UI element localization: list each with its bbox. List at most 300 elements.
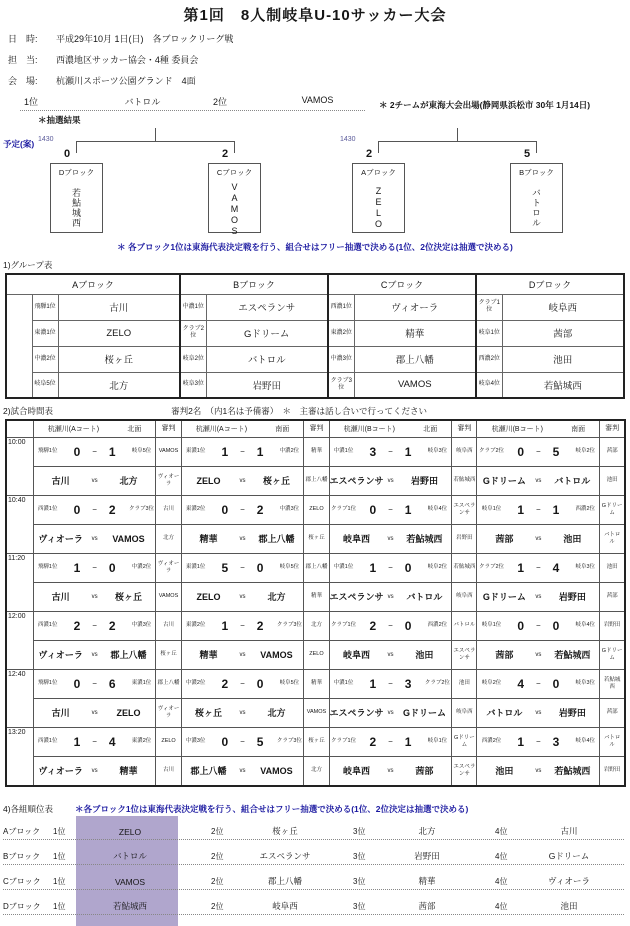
match-cell — [33, 524, 156, 553]
referee-cell: バトロル — [600, 727, 625, 756]
team-cell: 精華 — [354, 320, 476, 346]
team-name: 精華 — [119, 766, 138, 776]
seed-cell: 中濃3位 — [328, 346, 354, 372]
team-name: バトロル — [531, 188, 541, 228]
referee-cell: 精華 — [304, 669, 329, 698]
court-name: 杭瀬川(Bコート) — [491, 425, 543, 433]
team-name: 岩野田 — [558, 592, 586, 602]
score-value: 3 — [369, 444, 377, 459]
seed-label: 中濃2位 — [185, 680, 206, 687]
schedule-table — [5, 419, 626, 787]
referee-cell: 茜部 — [600, 582, 625, 611]
score-dash: − — [92, 447, 97, 456]
score-dash: − — [388, 679, 393, 688]
court-side: 南面 — [275, 425, 290, 433]
referee-cell: 古川 — [156, 756, 181, 786]
referee-cell: 古川 — [156, 495, 181, 524]
bracket-team-box — [510, 163, 563, 233]
block-label: Aブロック — [3, 826, 41, 836]
score-value: 0 — [73, 502, 81, 517]
match-cell — [329, 669, 452, 698]
team-name: ヴィオーラ — [38, 650, 83, 660]
court-header — [33, 420, 156, 437]
match-cell — [33, 669, 156, 698]
referee-cell: Gドリーム — [600, 495, 625, 524]
team-name: エスペランサ — [259, 850, 311, 861]
team-cell: 茜部 — [502, 320, 624, 346]
referee-header: 審判 — [156, 420, 181, 437]
first-place-team: バトロル — [124, 97, 161, 107]
seed-label: 西濃1位 — [37, 738, 58, 745]
bracket-team-box — [50, 163, 103, 233]
second-place-label: 2位 — [213, 97, 228, 107]
match-cell — [33, 553, 156, 582]
seed-label: クラブ3位 — [276, 738, 302, 745]
match-cell — [181, 640, 304, 669]
block-label: Aブロック — [361, 168, 396, 177]
match-cell — [329, 524, 452, 553]
info-value: 平成29年10月 1日(日) 各ブロックリーグ戦 — [56, 34, 234, 44]
bracket-pair-right — [340, 128, 564, 238]
referee-header: 審判 — [600, 420, 625, 437]
score-value: 2 — [369, 734, 377, 749]
info-row-venue — [8, 74, 630, 87]
team-name: 茜部 — [415, 766, 434, 776]
team-name: VAMOS — [260, 649, 293, 660]
time-cell: 10:40 — [6, 495, 33, 553]
score-value: 0 — [221, 502, 229, 517]
standings-row — [3, 890, 624, 915]
vs-label: vs — [91, 709, 98, 716]
team-name: ZELO — [116, 707, 141, 718]
match-cell — [181, 611, 304, 640]
referee-cell: 北方 — [156, 524, 181, 553]
schedule-heading-line — [3, 405, 630, 417]
seed-label: 東濃2位 — [131, 738, 152, 745]
bracket-connector-line — [76, 141, 235, 153]
score-value: 5 — [256, 734, 264, 749]
seed-label: 岐阜1位 — [427, 738, 448, 745]
seed-label: 岐阜3位 — [575, 680, 596, 687]
vs-label: vs — [535, 767, 542, 774]
bracket-stem-line — [457, 128, 458, 141]
match-cell — [181, 582, 304, 611]
team-name: 北方 — [119, 476, 138, 486]
match-cell — [477, 466, 600, 495]
rank-label: 1位 — [53, 901, 66, 911]
score-dash: − — [388, 505, 393, 514]
match-cell — [329, 437, 452, 466]
score-dash: − — [92, 737, 97, 746]
court-name: 杭瀬川(Aコート) — [47, 425, 100, 433]
seed-cell: 東濃2位 — [328, 320, 354, 346]
team-row — [6, 524, 625, 553]
referee-cell: 岩野田 — [452, 524, 477, 553]
info-label: 日 時: — [8, 34, 38, 44]
rank-label: 3位 — [353, 876, 366, 886]
vs-label: vs — [535, 709, 542, 716]
team-name: VAMOS — [112, 533, 145, 544]
standings-row — [3, 815, 624, 840]
score-value: 1 — [517, 734, 525, 749]
referee-cell: エスペランサ — [452, 495, 477, 524]
referee-cell: 池田 — [600, 553, 625, 582]
referee-cell: ZELO — [304, 640, 329, 669]
score-dash: − — [92, 505, 97, 514]
score-value: 2 — [256, 618, 264, 633]
seed-label: 岐阜1位 — [481, 506, 502, 513]
seed-label: 岐阜1位 — [481, 622, 502, 629]
seed-label: クラブ1位 — [331, 738, 357, 745]
bracket-team-box — [352, 163, 405, 233]
seed-label: 東濃2位 — [185, 506, 206, 513]
score-value: 5 — [221, 560, 229, 575]
group-row — [6, 372, 624, 398]
team-name: 岐阜西 — [272, 900, 298, 911]
vs-label: vs — [535, 535, 542, 542]
seed-label: クラブ2位 — [478, 448, 505, 455]
team-name: 北方 — [267, 708, 286, 718]
spacer-cell — [6, 294, 32, 398]
team-row — [6, 466, 625, 495]
score-row — [6, 437, 625, 466]
rank-label: 4位 — [495, 901, 508, 911]
vs-label: vs — [239, 709, 246, 716]
vs-label: vs — [239, 477, 246, 484]
block-header: Dブロック — [476, 274, 624, 294]
court-side: 北面 — [127, 425, 142, 433]
seed-label: 岐阜5位 — [279, 680, 300, 687]
referee-note: 審判2名 （内1名は予備審） ＊ 主審は話し合いで行ってください — [171, 406, 428, 416]
seed-cell: 東濃1位 — [32, 320, 58, 346]
team-name: ヴィオーラ — [548, 875, 590, 886]
vs-label: vs — [91, 593, 98, 600]
seed-label: 中濃1位 — [333, 448, 354, 455]
match-cell — [181, 669, 304, 698]
match-cell — [329, 611, 452, 640]
referee-cell: ZELO — [304, 495, 329, 524]
referee-cell: 岐阜西 — [452, 437, 477, 466]
team-name: ヴィオーラ — [38, 534, 83, 544]
team-name: 若鮎城西 — [112, 900, 147, 911]
court-name: 杭瀬川(Aコート) — [195, 425, 248, 433]
rank-label: 1位 — [53, 826, 66, 836]
match-cell — [181, 437, 304, 466]
referee-cell: 若鮎城西 — [452, 466, 477, 495]
referee-cell: バトロル — [600, 524, 625, 553]
score-value: 0 — [256, 560, 264, 575]
seed-label: 中濃2位 — [279, 448, 300, 455]
match-cell — [33, 611, 156, 640]
team-name: 池田 — [560, 900, 578, 911]
score-dash: − — [92, 679, 97, 688]
referee-cell: 茜部 — [600, 437, 625, 466]
court-header — [181, 420, 304, 437]
team-name: VAMOS — [114, 876, 146, 887]
seed-label: 岐阜3位 — [575, 564, 596, 571]
team-cell: 北方 — [58, 372, 180, 398]
second-place-team: VAMOS — [301, 95, 334, 105]
team-name: 郡上八幡 — [267, 875, 302, 886]
court-name: 杭瀬川(Bコート) — [343, 425, 395, 433]
referee-cell: 若鮎城西 — [452, 553, 477, 582]
team-name: ZELO — [196, 591, 221, 602]
match-cell — [33, 582, 156, 611]
team-name: バトロル — [113, 850, 147, 861]
score-value: 0 — [108, 560, 116, 575]
block-label: Dブロック — [58, 168, 95, 177]
score-value: 1 — [517, 502, 525, 517]
seed-label: 東濃1位 — [185, 448, 206, 455]
vs-label: vs — [91, 767, 98, 774]
vs-label: vs — [239, 767, 246, 774]
match-cell — [329, 495, 452, 524]
score-value: 1 — [369, 560, 377, 575]
team-name: 北方 — [267, 592, 286, 602]
rank-label: 3位 — [353, 901, 366, 911]
score-value: 0 — [73, 444, 81, 459]
seed-cell: クラブ3位 — [328, 372, 354, 398]
lottery-result-label: ＊抽選結果 — [38, 115, 81, 125]
time-cell: 11:20 — [6, 553, 33, 611]
team-name: VAMOS — [229, 182, 240, 237]
match-cell — [181, 756, 304, 786]
seed-label: 飛騨1位 — [37, 564, 58, 571]
referee-cell: ヴィオーラ — [156, 466, 181, 495]
score-value: 0 — [517, 444, 525, 459]
team-name: 郡上八幡 — [258, 534, 295, 544]
referee-cell: 岩野田 — [600, 611, 625, 640]
plan-label: 予定(案) — [3, 139, 35, 149]
score-value: 1 — [552, 502, 560, 517]
match-cell — [477, 756, 600, 786]
group-table — [5, 273, 625, 399]
seed-cell: 飛騨1位 — [32, 294, 58, 320]
court-header — [477, 420, 600, 437]
referee-cell: バトロル — [452, 611, 477, 640]
score-value: 0 — [552, 618, 560, 633]
score-value: 2 — [369, 618, 377, 633]
score-dash: − — [536, 679, 541, 688]
seed-cell: 岐阜1位 — [476, 320, 502, 346]
match-cell — [477, 582, 600, 611]
header-info — [8, 32, 630, 87]
rank-label: 4位 — [495, 851, 508, 861]
score-row — [6, 727, 625, 756]
vs-label: vs — [535, 651, 542, 658]
score-row — [6, 553, 625, 582]
group-section-heading: 1)グループ表 — [3, 260, 53, 270]
referee-cell: VAMOS — [156, 437, 181, 466]
score-dash: − — [536, 563, 541, 572]
match-cell — [477, 524, 600, 553]
team-name: 精華 — [199, 650, 218, 660]
seed-label: 岐阜2位 — [427, 564, 448, 571]
team-cell: ZELO — [58, 320, 180, 346]
team-name: 若鮎城西 — [406, 534, 443, 544]
team-name: バトロル — [406, 592, 443, 602]
score-dash: − — [240, 563, 245, 572]
team-name: 岩野田 — [558, 708, 586, 718]
team-cell: ヴィオーラ — [354, 294, 476, 320]
seed-label: 西濃1位 — [37, 506, 58, 513]
seed-cell: クラブ2位 — [180, 320, 206, 346]
referee-cell: Gドリーム — [452, 727, 477, 756]
team-cell: 池田 — [502, 346, 624, 372]
match-cell — [33, 495, 156, 524]
team-name: Gドリーム — [482, 476, 526, 486]
match-cell — [477, 669, 600, 698]
score-value: 2 — [256, 502, 264, 517]
seed-label: 中濃3位 — [185, 738, 206, 745]
vs-label: vs — [91, 535, 98, 542]
vs-label: vs — [239, 651, 246, 658]
seed-label: 西濃2位 — [481, 738, 502, 745]
rank-label: 2位 — [211, 876, 224, 886]
rank-label: 1位 — [53, 851, 66, 861]
score-dash: − — [92, 621, 97, 630]
vs-label: vs — [387, 593, 394, 600]
block-label: Dブロック — [3, 901, 41, 911]
team-name: 岩野田 — [414, 850, 440, 861]
match-cell — [329, 640, 452, 669]
team-cell: エスペランサ — [206, 294, 328, 320]
court-side: 北面 — [423, 425, 438, 433]
team-name: 茜部 — [495, 534, 514, 544]
team-name: バトロル — [486, 708, 523, 718]
seed-label: 中濃3位 — [279, 506, 300, 513]
match-cell — [477, 727, 600, 756]
score-value: 1 — [73, 734, 81, 749]
match-cell — [33, 437, 156, 466]
kickoff-time: 1430 — [38, 136, 54, 143]
team-name: エスペランサ — [329, 476, 384, 486]
vs-label: vs — [239, 535, 246, 542]
referee-cell: 北方 — [304, 756, 329, 786]
match-cell — [477, 698, 600, 727]
score-value: 1 — [221, 444, 229, 459]
seed-label: 岐阜5位 — [131, 448, 152, 455]
info-row-date — [8, 32, 630, 45]
seed-label: クラブ1位 — [331, 622, 357, 629]
team-name: 若鮎城西 — [71, 188, 81, 228]
score-value: 1 — [404, 444, 412, 459]
score-dash: − — [240, 679, 245, 688]
score-value: 2 — [108, 618, 116, 633]
referee-cell: 桜ヶ丘 — [156, 640, 181, 669]
match-cell — [33, 640, 156, 669]
team-name: ZELO — [373, 186, 384, 230]
seed-label: クラブ1位 — [331, 506, 357, 513]
team-name: 茜部 — [495, 650, 514, 660]
vs-label: vs — [535, 477, 542, 484]
referee-cell: 若鮎城西 — [600, 669, 625, 698]
team-name: 古川 — [51, 476, 70, 486]
team-name: Gドリーム — [402, 708, 446, 718]
team-name: 古川 — [560, 825, 578, 836]
score-value: 5 — [552, 444, 560, 459]
referee-cell: 北方 — [304, 611, 329, 640]
info-row-organizer — [8, 53, 630, 66]
seed-cell: 岐阜3位 — [180, 372, 206, 398]
court-header — [329, 420, 452, 437]
seed-cell: 岐阜5位 — [32, 372, 58, 398]
seed-label: 西濃2位 — [427, 622, 448, 629]
score-dash: − — [92, 563, 97, 572]
seed-cell: 西濃2位 — [476, 346, 502, 372]
match-cell — [181, 495, 304, 524]
rank-label: 2位 — [211, 851, 224, 861]
team-name: 古川 — [51, 592, 70, 602]
court-side: 南面 — [571, 425, 586, 433]
score-value: 4 — [108, 734, 116, 749]
time-cell: 12:40 — [6, 669, 33, 727]
score-dash: − — [536, 505, 541, 514]
team-name: ZELO — [118, 826, 142, 837]
rank-label: 1位 — [53, 876, 66, 886]
team-name: ヴィオーラ — [38, 766, 83, 776]
match-cell — [329, 466, 452, 495]
score-row — [6, 611, 625, 640]
match-cell — [33, 698, 156, 727]
seed-cell: クラブ1位 — [476, 294, 502, 320]
team-name: VAMOS — [260, 765, 293, 776]
team-cell: 郡上八幡 — [354, 346, 476, 372]
match-cell — [477, 640, 600, 669]
match-cell — [477, 495, 600, 524]
team-name: 若鮎城西 — [554, 766, 591, 776]
referee-header: 審判 — [452, 420, 477, 437]
rank-label: 4位 — [495, 826, 508, 836]
standings-row — [3, 840, 624, 865]
standings-row — [3, 865, 624, 890]
score-dash: − — [240, 505, 245, 514]
match-score: 2 — [366, 148, 373, 160]
seed-label: 中濃3位 — [131, 622, 152, 629]
time-cell: 13:20 — [6, 727, 33, 786]
score-value: 0 — [369, 502, 377, 517]
referee-cell: 精華 — [304, 437, 329, 466]
seed-label: 西濃2位 — [575, 506, 596, 513]
bracket-connector-line — [378, 141, 537, 153]
match-score: 0 — [64, 148, 71, 160]
seed-label: 西濃1位 — [37, 622, 58, 629]
vs-label: vs — [387, 709, 394, 716]
match-cell — [329, 553, 452, 582]
score-value: 0 — [221, 734, 229, 749]
seed-cell: 中濃2位 — [32, 346, 58, 372]
score-dash: − — [240, 447, 245, 456]
vs-label: vs — [535, 593, 542, 600]
team-name: ZELO — [196, 475, 221, 486]
seed-label: 岐阜2位 — [481, 680, 502, 687]
team-name: 岐阜西 — [342, 534, 370, 544]
team-name: 岐阜西 — [342, 766, 370, 776]
team-name: 桜ヶ丘 — [272, 825, 298, 836]
score-value: 1 — [108, 444, 116, 459]
bracket-team-box — [208, 163, 261, 237]
team-name: 桜ヶ丘 — [195, 708, 223, 718]
standings-section-heading: 4)各組順位表 — [3, 803, 54, 814]
info-value: 杭瀬川スポーツ公園グランド 4面 — [56, 76, 196, 86]
vs-label: vs — [387, 477, 394, 484]
match-cell — [33, 466, 156, 495]
score-value: 3 — [552, 734, 560, 749]
group-row — [6, 320, 624, 346]
seed-label: 飛騨1位 — [37, 680, 58, 687]
score-value: 2 — [221, 676, 229, 691]
match-cell — [181, 698, 304, 727]
